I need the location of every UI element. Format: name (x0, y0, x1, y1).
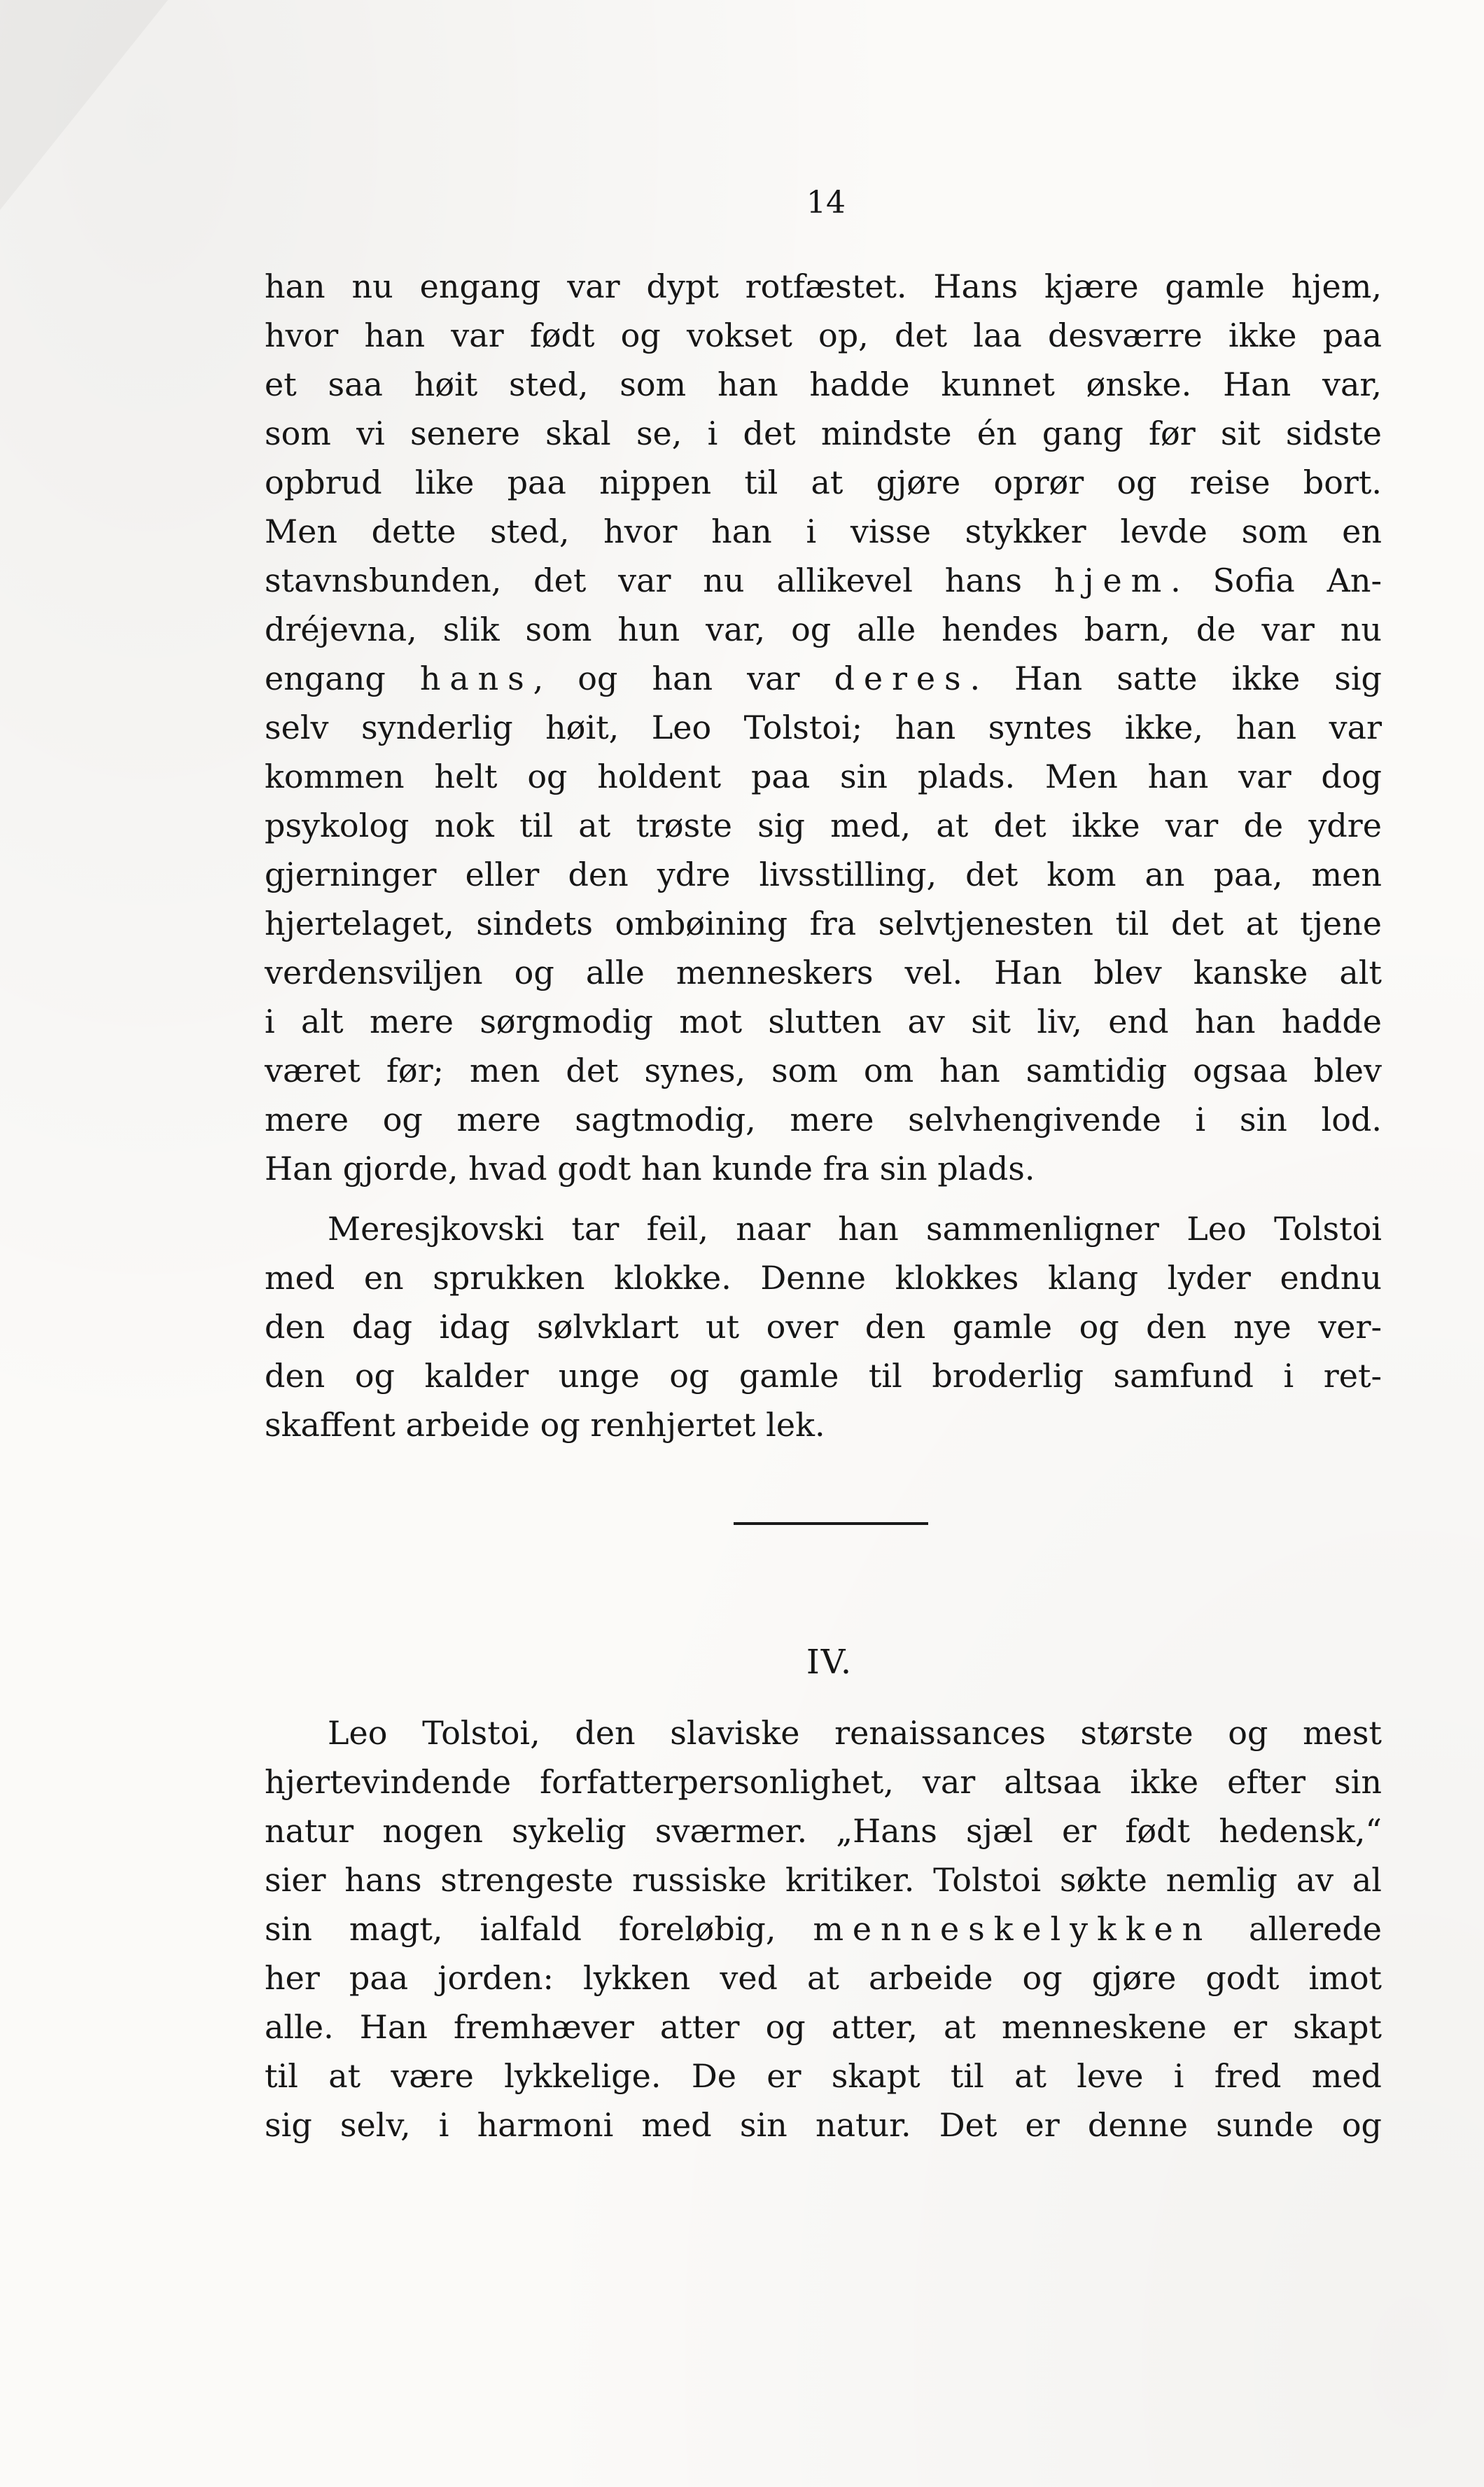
text-line: et saa høit sted, som han hadde kunnet ønske. Han var, (265, 365, 1382, 403)
text-segment: engang (265, 660, 386, 697)
text-line: verdensviljen og alle menneskers vel. Han blev kanske alt (265, 954, 1382, 991)
text-line: mere og mere sagtmodig, mere selvhengivende i sin lod. (265, 1101, 1382, 1138)
page-corner-shadow (0, 0, 168, 210)
text-line: Men dette sted, hvor han i visse stykker levde som en (265, 513, 1382, 550)
text-line: den og kalder unge og gamle til broderlig samfund i ret- (265, 1357, 1382, 1395)
text-line: skaffent arbeide og renhjertet lek. (265, 1406, 825, 1444)
text-line: været før; men det synes, som om han samtidig ogsaa blev (265, 1052, 1382, 1089)
paragraph-3 (265, 1708, 1382, 2150)
page-number: 14 (806, 185, 846, 221)
text-line: Meresjkovski tar feil, naar han sammenligner Leo Tolstoi (328, 1210, 1382, 1248)
text-line: kommen helt og holdent paa sin plads. Men han var dog (265, 758, 1382, 795)
text-line: i alt mere sørgmodig mot slutten av sit liv, end han hadde (265, 1003, 1382, 1040)
text-line: til at være lykkelige. De er skapt til at leve i fred med (265, 2057, 1382, 2095)
text-line: psykolog nok til at trøste sig med, at det ikke var de ydre (265, 807, 1382, 844)
spaced-emphasis: hans (419, 660, 533, 697)
text-line: alle. Han fremhæver atter og atter, at menneskene er skapt (265, 2008, 1382, 2046)
spaced-emphasis: hjem (1054, 562, 1171, 599)
text-line: hvor han var født og vokset op, det laa desværre ikke paa (265, 316, 1382, 354)
text-line: opbrud like paa nippen til at gjøre oprør og reise bort. (265, 464, 1382, 501)
text-line: natur nogen sykelig sværmer. „Hans sjæl er født hedensk,“ (265, 1812, 1382, 1850)
text-line (265, 654, 1382, 703)
text-line: med en sprukken klokke. Denne klokkes klang lyder endnu (265, 1259, 1382, 1297)
text-line: Leo Tolstoi, den slaviske renaissances største og mest (328, 1714, 1382, 1752)
text-segment: stavnsbunden, det var nu allikevel hans (265, 562, 1023, 599)
section-divider (734, 1522, 928, 1525)
paragraph-1 (265, 262, 1382, 1193)
text-line: hjertelaget, sindets ombøining fra selvtjenesten til det at tjene (265, 905, 1382, 942)
text-line: selv synderlig høit, Leo Tolstoi; han syntes ikke, han var (265, 709, 1382, 746)
paragraph-2 (265, 1204, 1382, 1449)
text-segment: , og han var (533, 660, 800, 697)
text-line (265, 1904, 1382, 1953)
text-line (265, 556, 1382, 605)
text-line: sier hans strengeste russiske kritiker. Tolstoi søkte nemlig av al (265, 1861, 1382, 1899)
text-line: gjerninger eller den ydre livsstilling, det kom an paa, men (265, 856, 1382, 893)
text-line: dréjevna, slik som hun var, og alle hendes barn, de var nu (265, 611, 1382, 648)
text-segment: sin magt, ialfald foreløbig, (265, 1910, 776, 1948)
text-line: som vi senere skal se, i det mindste én gang før sit sidste (265, 415, 1382, 452)
text-segment: allerede (1249, 1910, 1382, 1948)
text-line: Han gjorde, hvad godt han kunde fra sin plads. (265, 1150, 1035, 1187)
spaced-emphasis: deres (834, 660, 970, 697)
text-line: den dag idag sølvklart ut over den gamle og den nye ver- (265, 1308, 1382, 1346)
text-segment: . Sofia An- (1170, 562, 1382, 599)
spaced-emphasis: menneskelykken (813, 1910, 1212, 1948)
text-line: sig selv, i harmoni med sin natur. Det er denne sunde og (265, 2106, 1382, 2144)
section-heading: IV. (806, 1643, 853, 1682)
text-line: hjertevindende forfatterpersonlighet, var altsaa ikke efter sin (265, 1763, 1382, 1801)
text-segment: . Han satte ikke sig (969, 660, 1382, 697)
text-line: han nu engang var dypt rotfæstet. Hans kjære gamle hjem, (265, 267, 1382, 305)
text-line: her paa jorden: lykken ved at arbeide og gjøre godt imot (265, 1959, 1382, 1997)
